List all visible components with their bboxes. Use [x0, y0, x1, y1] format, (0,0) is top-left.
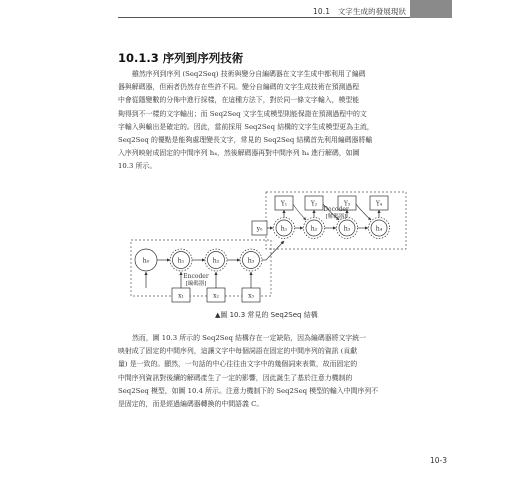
- section-title: 10.1.3 序列到序列技術: [118, 51, 244, 65]
- encoder-label: Encoder: [183, 273, 209, 280]
- text-line: 然而，圖 10.3 所示的 Seq2Seq 結構存在一定缺陷，因為編碼器將文字統一: [132, 334, 367, 342]
- enc-h0: h₀: [142, 256, 150, 265]
- enc-x1: x₁: [178, 292, 184, 300]
- dec-Y1: Y₁: [280, 200, 288, 208]
- running-header: 10.1 文字生成的發展現狀: [313, 7, 407, 16]
- text-line: 雖然序列到序列 (Seq2Seq) 技術與變分自編碼器在文字生成中都利用了編碼: [132, 70, 366, 78]
- dec-h4: h₄: [375, 224, 383, 233]
- figure-caption: ▲圖 10.3 常見的 Seq2Seq 結構: [215, 311, 318, 319]
- text-line: 入序列映射成固定的中間序列 h₄，然後解碼器再對中間序列 h₄ 進行解碼，如圖: [118, 149, 360, 158]
- enc-x3: x₃: [248, 292, 254, 300]
- dec-Y3: Y₃: [343, 200, 351, 208]
- decoder-label-cn: [解碼器]: [325, 214, 347, 220]
- paragraph-followup: [118, 332, 406, 427]
- dec-Y2: Y₂: [310, 200, 318, 208]
- decoder-label: Decoder: [323, 206, 349, 213]
- enc-x2: x₂: [213, 292, 219, 300]
- text-line: 器與解碼器，但兩者仍然存在些許不同。變分自編碼的文字生成技術在預測過程: [118, 83, 360, 92]
- text-line: 是固定的，而是經過編碼器轉換的中間語義 C。: [118, 400, 264, 409]
- dec-h3: h₃: [343, 224, 351, 233]
- dec-y0: y₀: [256, 225, 263, 233]
- text-line: Seq2Seq 模型，如圖 10.4 所示。注意力機制下的 Seq2Seq 模型的輸入中間序列不: [118, 386, 379, 395]
- enc-h3: h₃: [247, 256, 255, 265]
- dec-h1: h₁: [280, 224, 288, 233]
- text-line: 10.3 所示。: [118, 162, 157, 171]
- dec-Y4: Y₄: [375, 200, 383, 208]
- enc-h2: h₂: [212, 256, 220, 265]
- text-line: 中會從隱變數的分佈中進行採樣，在這種方法下，對於同一條文字輸入，模型能: [118, 96, 360, 105]
- text-line: 夠得到不一樣的文字輸出；而 Seq2Seq 文字生成模型則能保證在預測過程中的文: [118, 109, 367, 118]
- dec-h2: h₂: [310, 224, 318, 233]
- page-number: 10-3: [430, 456, 448, 465]
- text-line: 中間序列資訊對後續的解碼產生了一定的影響，因此誕生了基於注意力機制的: [118, 373, 353, 382]
- encoder-label-cn: [編碼器]: [185, 281, 207, 287]
- text-line: 字輸入與輸出是確定的。因此，當前採用 Seq2Seq 結構的文字生成模型更為主流，: [118, 122, 374, 131]
- text-line: 量) 是一致的。顯然，一句話的中心往往由文字中的幾個詞來表徵，故而固定的: [118, 360, 358, 369]
- text-line: 映射成了固定的中間序列，這讓文字中每個詞語在固定的中間序列的資訊 (貢獻: [118, 347, 358, 356]
- enc-h1: h₁: [177, 256, 185, 265]
- text-line: Seq2Seq 的優點是能夠處理變長文字，常見的 Seq2Seq 結構首先利用編碼器將輸: [118, 136, 373, 145]
